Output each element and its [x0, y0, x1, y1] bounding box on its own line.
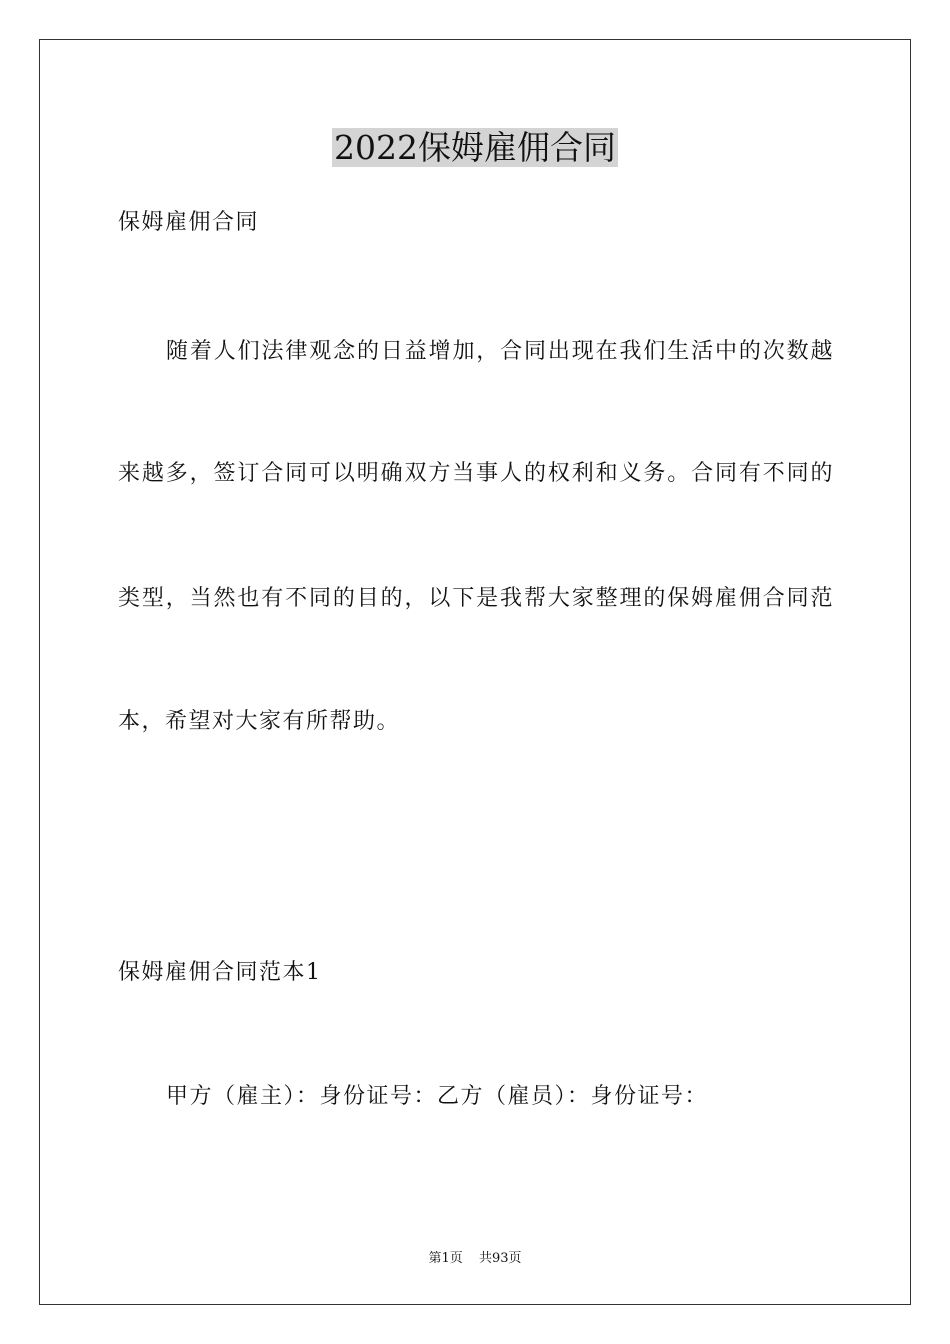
document-title-block: [0, 126, 950, 170]
page-number: 第1页: [428, 1251, 463, 1266]
paragraph-line-1: 随着人们法律观念的日益增加，合同出现在我们生活中的次数越: [166, 339, 834, 364]
paragraph-line-4: 本，希望对大家有所帮助。: [118, 709, 401, 734]
section-heading: 保姆雇佣合同范本1: [118, 960, 322, 985]
document-title: 2022保姆雇佣合同: [334, 128, 616, 167]
document-heading: 保姆雇佣合同: [118, 210, 260, 235]
paragraph-line-3: 类型，当然也有不同的目的，以下是我帮大家整理的保姆雇佣合同范: [118, 586, 834, 611]
page-footer: [0, 1247, 950, 1266]
parties-line: 甲方（雇主）：身份证号：乙方（雇员）：身份证号：: [166, 1084, 709, 1109]
page-total: 共93页: [478, 1251, 522, 1266]
paragraph-line-2: 来越多，签订合同可以明确双方当事人的权利和义务。合同有不同的: [118, 461, 834, 486]
